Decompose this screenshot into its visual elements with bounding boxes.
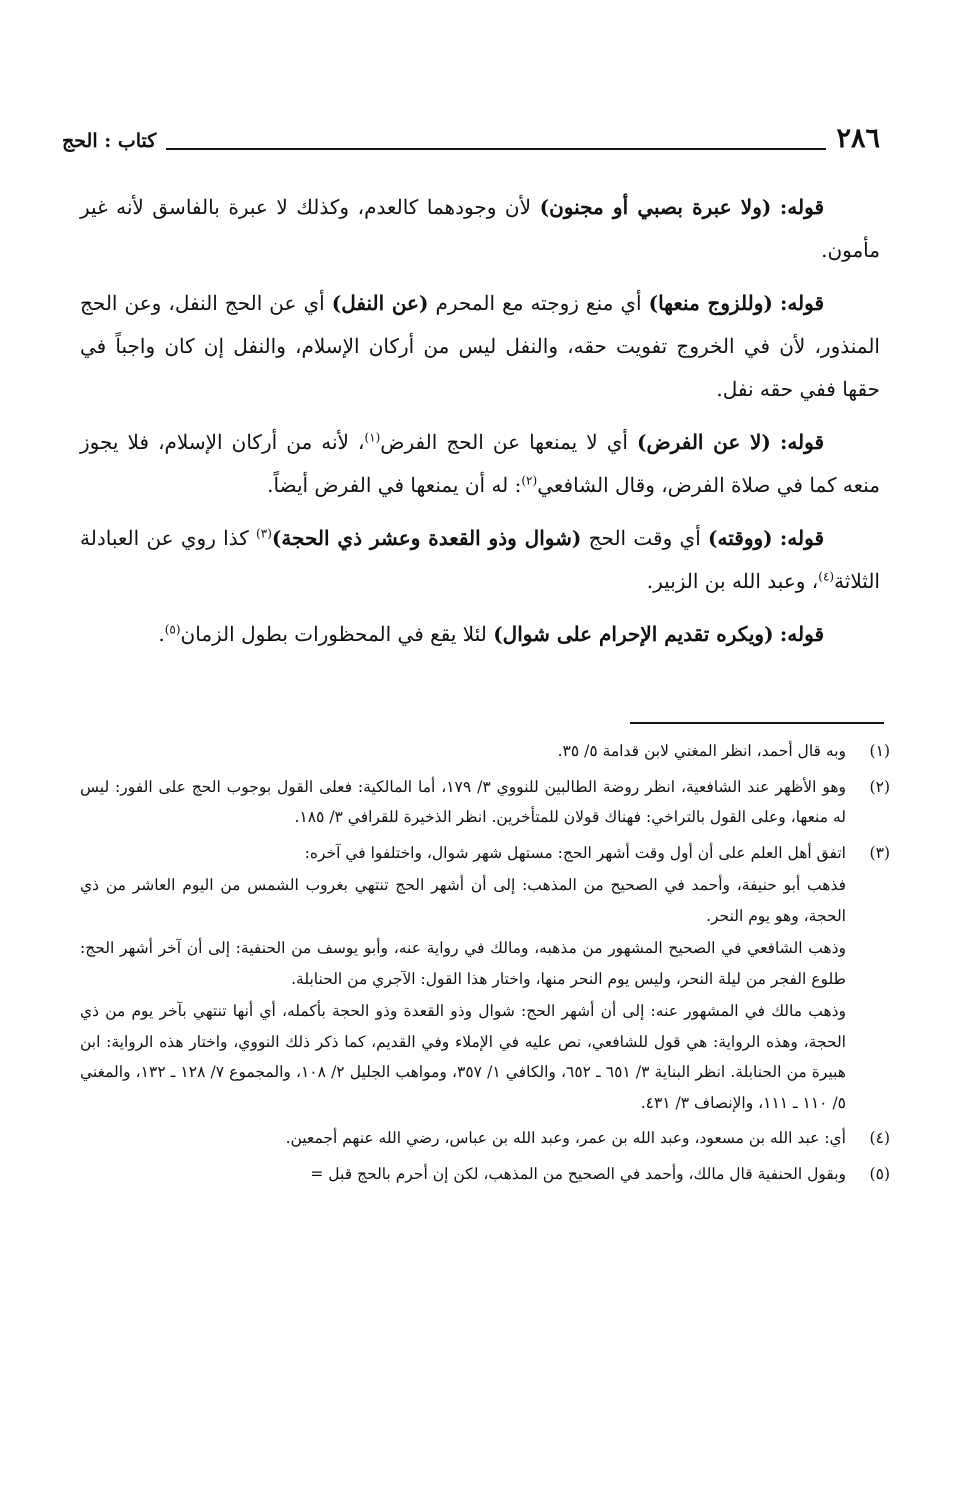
footnote-ref[interactable]: (٥) <box>164 622 181 637</box>
footnote-text: وذهب الشافعي في الصحيح المشهور من مذهبه، ومالك في رواية عنه، وأبو يوسف من الحنفية: إلى أن آخر أشهر الحج: طلوع الفجر من ليلة النحر، وليس يوم النحر منها، واختار هذا القول: الآجري من الحنابلة. <box>80 939 846 988</box>
paragraph <box>80 186 880 272</box>
quoted-matn: (ويكره تقديم الإحرام على شوال) <box>493 622 774 646</box>
footnote <box>80 838 890 1121</box>
footnote-body <box>80 772 846 835</box>
footnote-ref[interactable]: (٤) <box>818 569 835 584</box>
quoted-matn: (وللزوج منعها) <box>648 291 773 315</box>
footnote-body <box>80 736 846 769</box>
main-text <box>80 186 880 666</box>
paragraph-text: أي منع زوجته مع المحرم <box>428 291 649 315</box>
footnote-number: (٣) <box>869 843 890 862</box>
footnote-ref[interactable]: (١) <box>364 430 381 445</box>
footnote-body <box>80 838 846 1121</box>
quoted-matn: (ولا عبرة بصبي أو مجنون) <box>539 195 772 219</box>
footnote-ref[interactable]: (٢) <box>521 473 538 488</box>
footnote-body <box>80 1123 846 1156</box>
header-rule <box>166 148 826 150</box>
footnote-text: وبقول الحنفية قال مالك، وأحمد في الصحيح من المذهب، لكن إن أحرم بالحج قبل = <box>310 1164 846 1183</box>
paragraph-text: كذا روي عن العبادلة الثلاثة <box>80 526 880 593</box>
running-title: كتاب : الحج <box>62 130 157 152</box>
paragraph-text: أي وقت الحج <box>581 526 709 550</box>
footnotes <box>80 736 890 1194</box>
footnote <box>80 772 890 835</box>
footnote-number: (٢) <box>869 777 890 796</box>
paragraph-lead: قوله: <box>779 291 825 315</box>
paragraph-lead: قوله: <box>779 526 824 550</box>
paragraph-text: أي لا يمنعها عن الحج الفرض <box>380 430 638 454</box>
footnote-body <box>80 1159 846 1192</box>
paragraph-lead: قوله: <box>779 622 824 646</box>
paragraph-text: لأن وجودهما كالعدم، وكذلك لا عبرة بالفاسق لأنه غير مأمون. <box>80 195 880 262</box>
paragraph-lead: قوله: <box>779 430 825 454</box>
footnote <box>80 736 890 769</box>
paragraph <box>80 517 880 603</box>
quoted-matn: (شوال وذو القعدة وعشر ذي الحجة) <box>271 526 582 550</box>
footnote-text: اتفق أهل العلم على أن أول وقت أشهر الحج: مستهل شهر شوال، واختلفوا في آخره: <box>304 843 846 862</box>
footnote-number: (٥) <box>869 1164 890 1183</box>
page-header <box>62 122 880 156</box>
quoted-matn: (لا عن الفرض) <box>637 430 771 454</box>
footnote-text: أي: عبد الله بن مسعود، وعبد الله بن عمر، وعبد الله بن عباس، رضي الله عنهم أجمعين. <box>285 1129 846 1147</box>
footnote <box>80 1159 890 1192</box>
quoted-matn: (عن النفل) <box>331 291 429 315</box>
footnote-ref[interactable]: (٣) <box>256 526 272 541</box>
footnote-text: فذهب أبو حنيفة، وأحمد في الصحيح من المذهب: إلى أن أشهر الحج تنتهي بغروب الشمس من اليوم العاشر من ذي الحجة، وهو يوم النحر. <box>80 876 846 925</box>
paragraph-text: ، لأنه من أركان الإسلام، فلا يجوز منعه كما في صلاة الفرض، وقال الشافعي <box>80 430 880 497</box>
paragraph-text: ، وعبد الله بن الزبير. <box>646 569 819 593</box>
paragraph-text: أي عن الحج النفل، وعن الحج المنذور، لأن في الخروج تفويت حقه، والنفل ليس من أركان الإسلام، والنفل إن كان واجباً في حقها ففي حقه نفل. <box>80 291 880 401</box>
quoted-matn: (ووقته) <box>708 526 773 550</box>
footnote-number: (٤) <box>869 1129 890 1147</box>
footnote-text: وهو الأظهر عند الشافعية، انظر روضة الطالبين للنووي ٣/ ١٧٩، أما المالكية: فعلى القول بوجوب الحج على الفور: ليس له منعها، وعلى القول بالتراخي: فهناك قولان للمتأخرين. انظر الذخيرة للقرافي ٣/ ١٨٥. <box>80 777 847 826</box>
paragraph-lead: قوله: <box>779 195 825 219</box>
paragraph <box>80 282 880 411</box>
page-number: ٢٨٦ <box>836 123 880 154</box>
paragraph <box>80 613 880 656</box>
footnote-text: وبه قال أحمد، انظر المغني لابن قدامة ٥/ ٣٥. <box>557 742 846 760</box>
footnote-text: وذهب مالك في المشهور عنه: إلى أن أشهر الحج: شوال وذو القعدة وذو الحجة بأكمله، أي أنها تنتهي بآخر يوم من ذي الحجة، وهذه الرواية: هي قول للشافعي، نص عليه في الإملاء وفي القديم، كما ذكر ذلك النووي، واختار هذه الرواية: ابن هبيرة من الحنابلة. انظر البناية ٣/ ٦٥١ ـ ٦٥٢، والكافي ١/ ٣٥٧، ومواهب الجليل ٢/ ١٠٨، والمجموع ٧/ ١٢٨ ـ ١٣٢، والمغني ٥/ ١١٠ ـ ١١١، والإنصاف ٣/ ٤٣١. <box>80 1002 846 1112</box>
footnote <box>80 1123 890 1156</box>
footnote-number: (١) <box>869 742 890 760</box>
paragraph-text: . <box>158 622 165 646</box>
paragraph-text: لئلا يقع في المحظورات بطول الزمان <box>180 622 494 646</box>
paragraph <box>80 421 880 507</box>
paragraph-text: : له أن يمنعها في الفرض أيضاً. <box>267 473 522 497</box>
footnote-separator <box>630 722 884 724</box>
